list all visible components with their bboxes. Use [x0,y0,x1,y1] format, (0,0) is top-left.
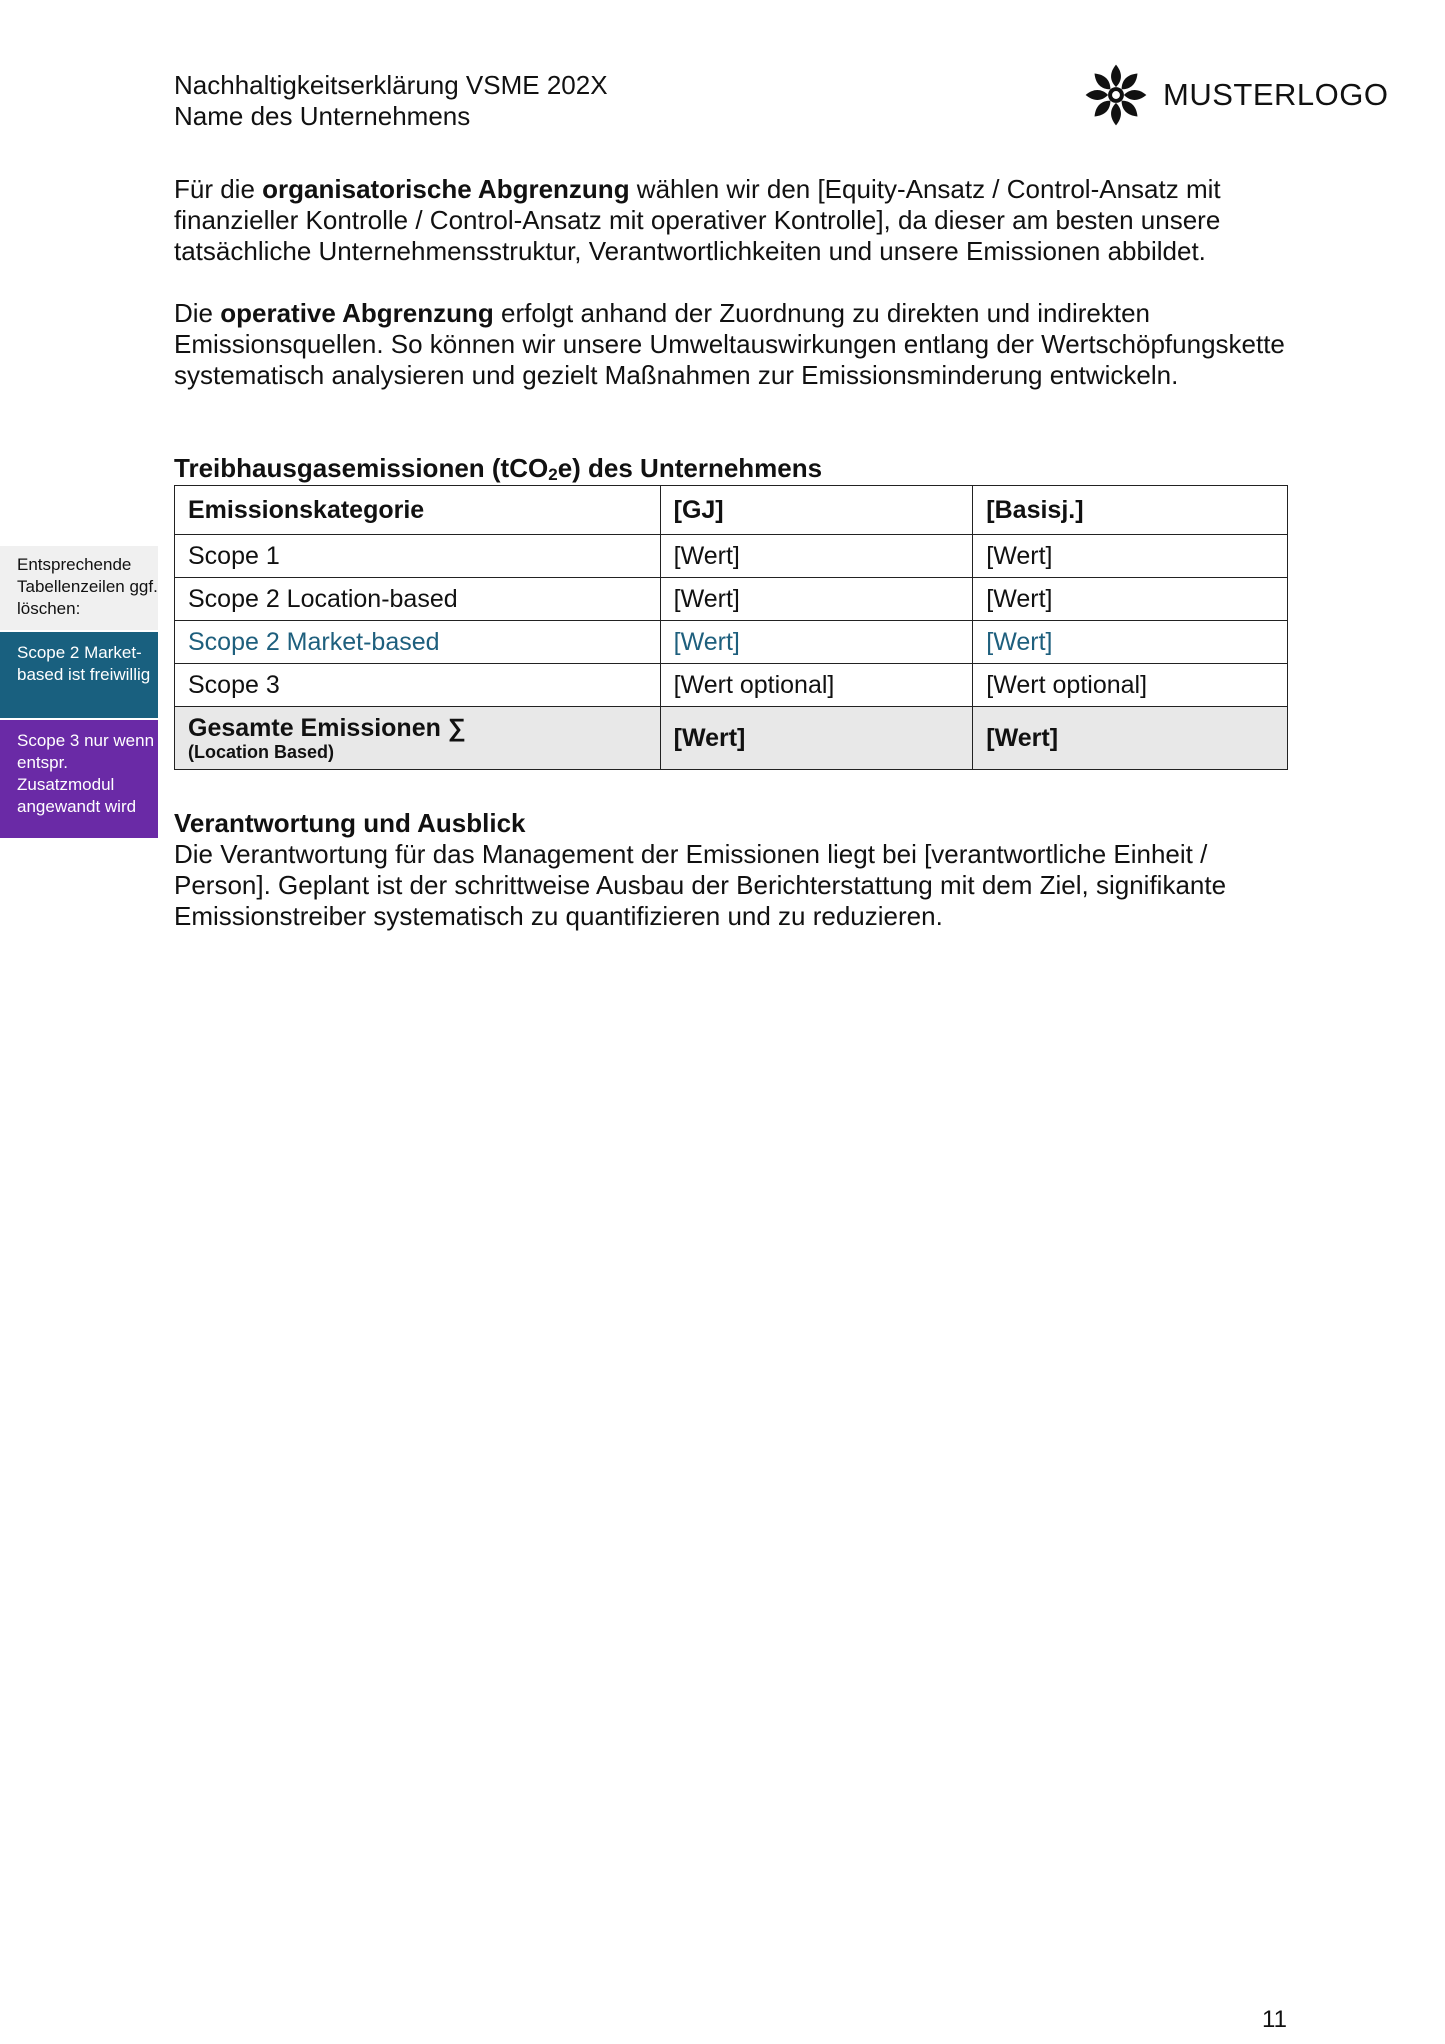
header-title: Nachhaltigkeitserklärung VSME 202X [174,70,608,100]
table-row [175,578,1288,621]
subscript: 2 [548,465,558,484]
total-label: Gesamte Emissionen ∑ [188,714,466,742]
table-total-row [175,707,1288,770]
text-run: Treibhausgasemissionen (tCO [174,453,549,483]
paragraph-operational-boundary [174,298,1304,391]
table-cell: [Wert] [660,535,973,578]
total-sublabel: (Location Based) [188,742,335,762]
total-value: [Wert] [973,707,1288,770]
section-heading: Verantwortung und Ausblick [174,808,526,838]
body-text [174,174,1304,422]
lotus-logo-icon [1083,62,1149,128]
total-value: [Wert] [660,707,973,770]
table-header-row [175,486,1288,535]
section-responsibility [174,808,1304,932]
text-run: erfolgt anhand der Zuordnung zu direkten und indirekten Emissionsquellen. So können wir unsere Umweltauswirkungen entlang der Wertschöpfungskette systematisch analysieren und gezielt Maßnahmen zur Emissionsminderung entwickeln. [174,298,1285,390]
text-run: wählen wir den [Equity-Ansatz / Control-Ansatz mit finanzieller Kontrolle / Control-Ansatz mit operativer Kontrolle], da dieser am besten unsere tatsächliche Unternehmensstruktur, Verantwortlichkeiten und unsere Emissionen abbildet. [174,174,1221,266]
table-cell: [Wert] [973,578,1288,621]
text-run: Die [174,298,221,328]
bold-term: operative Abgrenzung [220,298,494,328]
bold-term: organisatorische Abgrenzung [262,174,630,204]
company-logo [1083,62,1388,128]
table-cell: [Wert optional] [973,664,1288,707]
table-row-market-based [175,621,1288,664]
section-paragraph: Die Verantwortung für das Management der Emissionen liegt bei [verantwortliche Einheit / Person]. Geplant ist der schrittweise Ausbau der Berichterstattung mit dem Ziel, signifikante Emissionstreiber systematisch zu quantifizieren und zu reduzieren. [174,839,1227,931]
side-note-delete-rows: Entsprechende Tabellenzeilen ggf. löschen: [0,546,158,630]
total-label-cell [175,707,661,770]
table-cell: [Wert] [973,535,1288,578]
header-company-name: Name des Unternehmens [174,101,471,131]
table-cell: Scope 2 Market-based [175,621,661,664]
document-header [174,70,608,132]
table-row [175,664,1288,707]
column-header: [Basisj.] [973,486,1288,535]
column-header: [GJ] [660,486,973,535]
column-header: Emissionskategorie [175,486,661,535]
table-cell: [Wert optional] [660,664,973,707]
table-cell: Scope 1 [175,535,661,578]
table-cell: Scope 3 [175,664,661,707]
text-run: e) des Unternehmens [557,453,823,483]
table-cell: [Wert] [660,621,973,664]
table-cell: Scope 2 Location-based [175,578,661,621]
table-cell: [Wert] [660,578,973,621]
emissions-table [174,485,1288,770]
page-number: 11 [1262,2006,1287,2033]
side-note-scope3: Scope 3 nur wenn entspr. Zusatzmodul angewandt wird [0,720,158,838]
paragraph-organisational-boundary [174,174,1304,267]
table-cell: [Wert] [973,621,1288,664]
table-row [175,535,1288,578]
text-run: Für die [174,174,263,204]
logo-text: MUSTERLOGO [1163,77,1389,112]
side-note-scope2-market: Scope 2 Market-based ist freiwillig [0,632,158,718]
